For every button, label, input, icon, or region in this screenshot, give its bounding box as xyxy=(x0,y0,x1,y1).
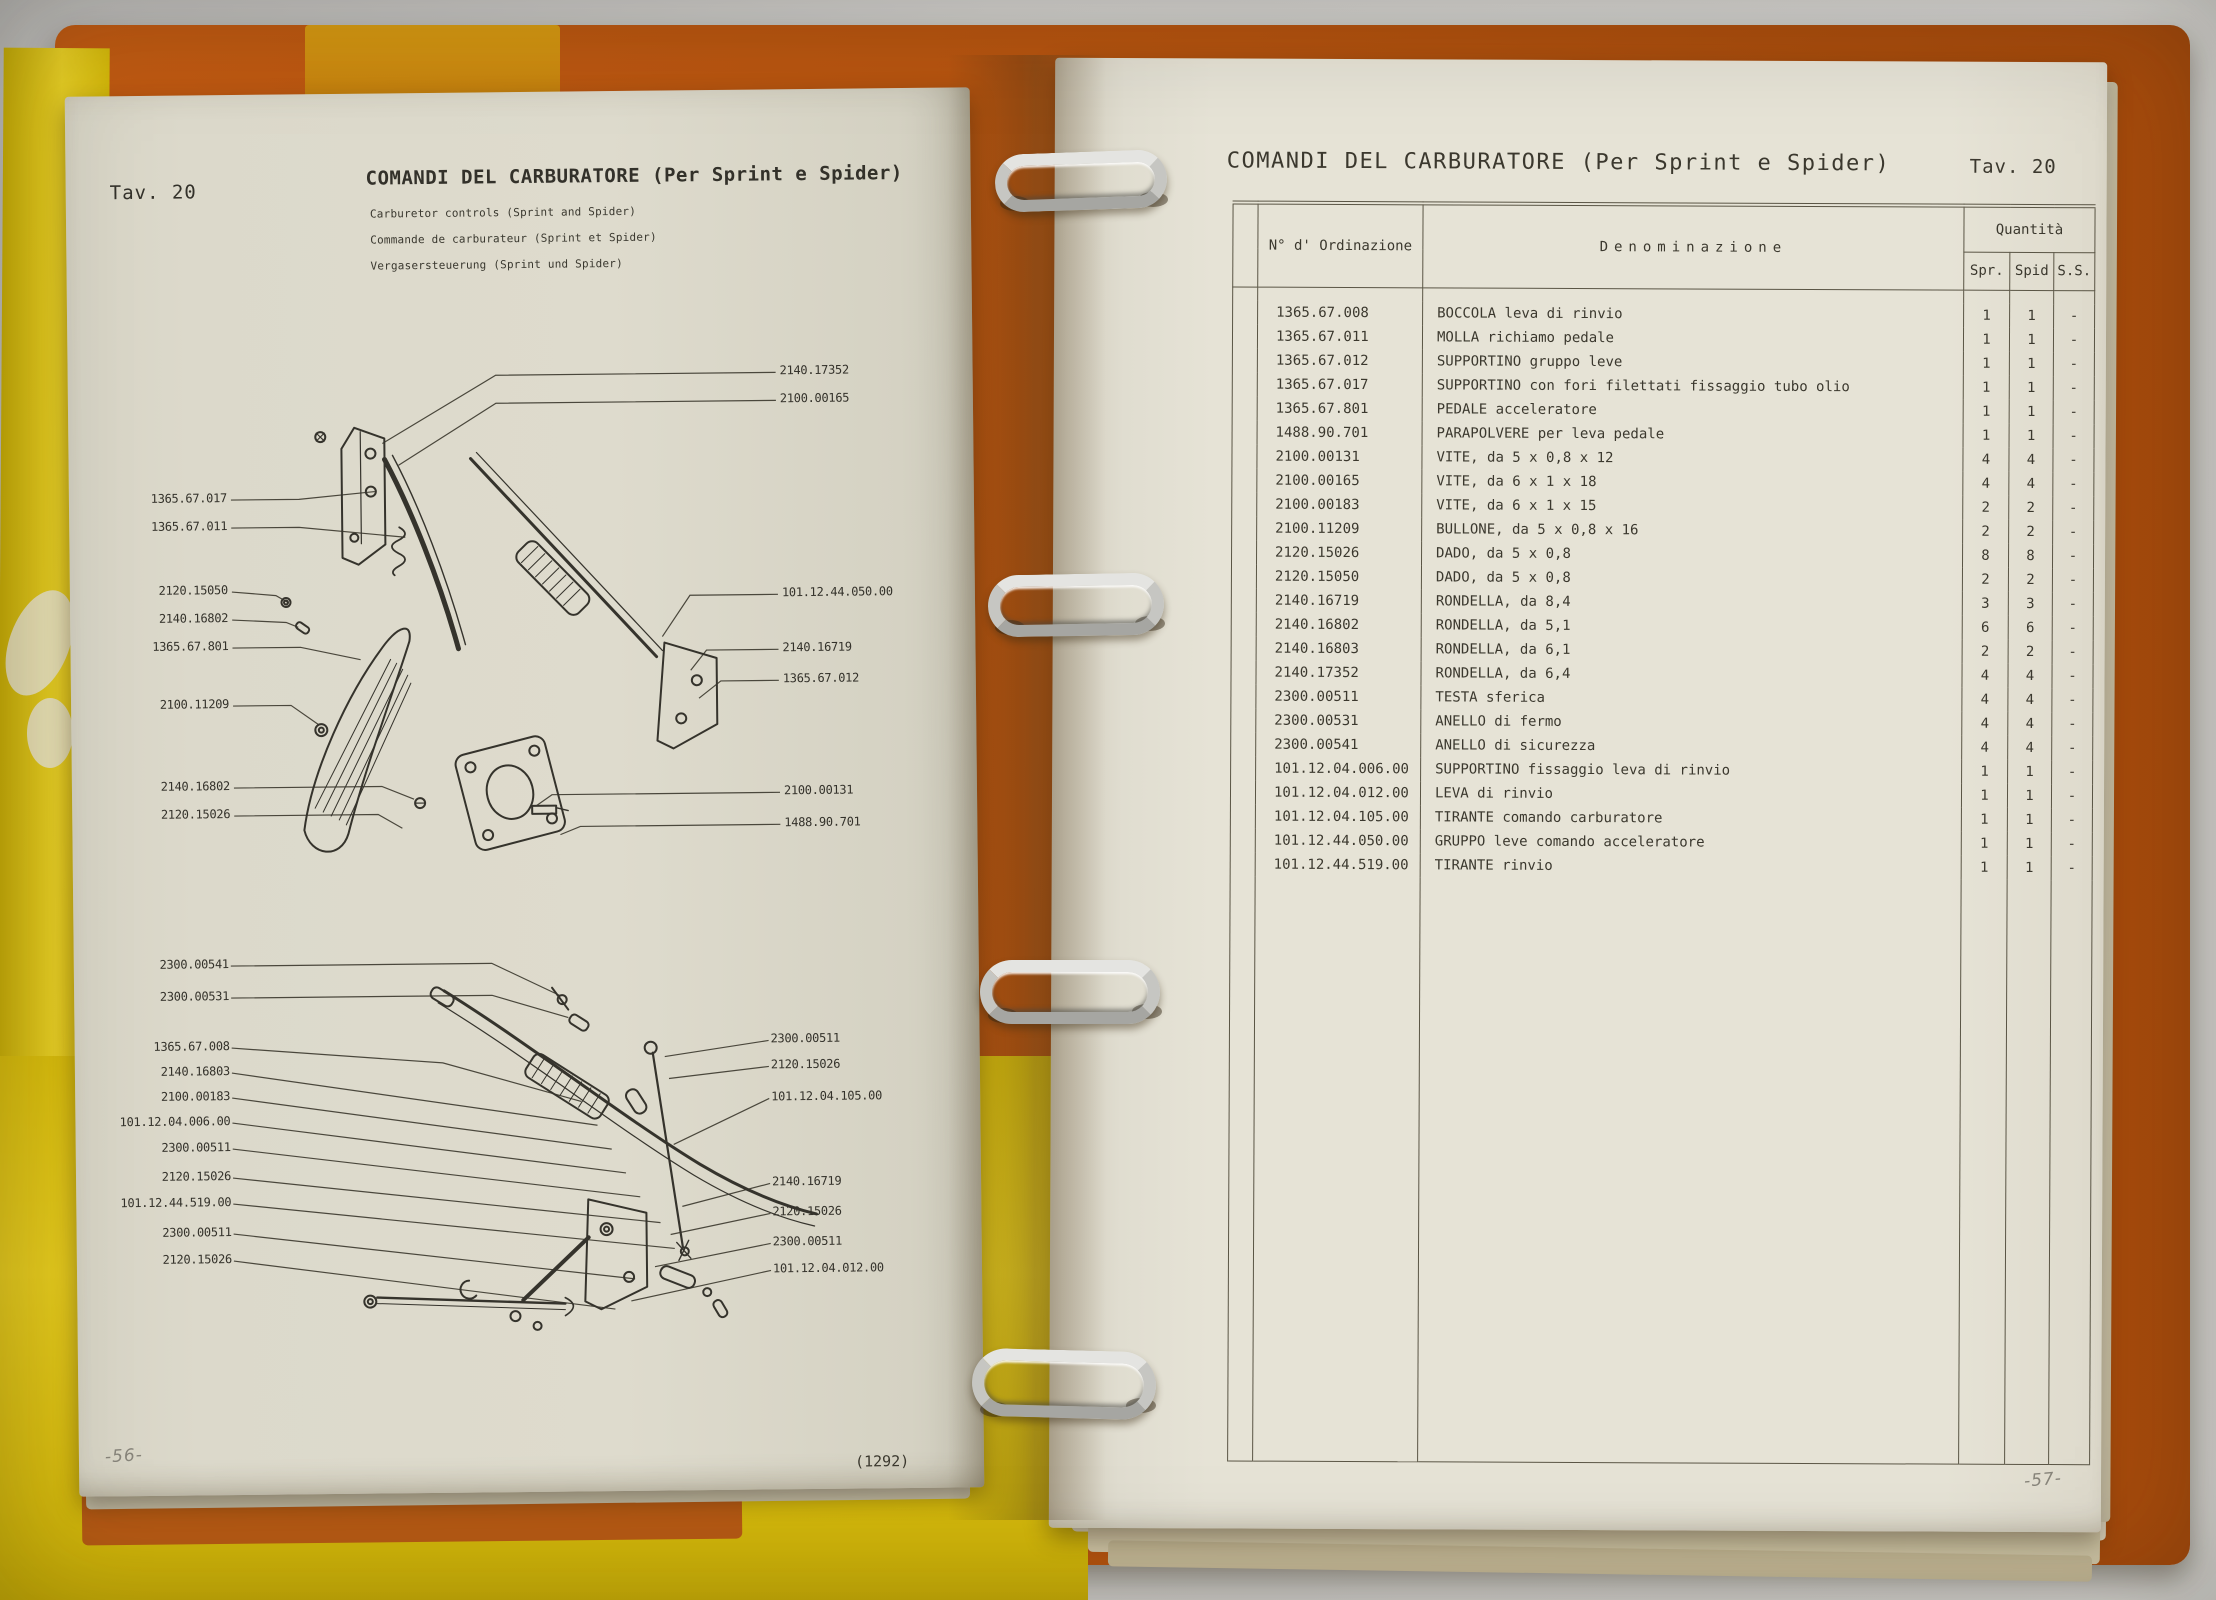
part-number-label: 1488.90.701 xyxy=(784,814,861,830)
folder-scuff-mark xyxy=(27,698,73,768)
cell-qty-sprint: 4 xyxy=(1963,472,2009,496)
cell-qty-spider: 1 xyxy=(2009,352,2053,376)
cell-qty-spider: 2 xyxy=(2008,568,2052,592)
cell-denomination: PEDALE acceleratore xyxy=(1422,397,1963,423)
part-number-label: 2100.00131 xyxy=(783,782,854,798)
cell-order-number: 2100.00165 xyxy=(1257,469,1422,494)
part-number-label: 2120.15050 xyxy=(158,583,228,598)
cell-gutter xyxy=(1232,516,1257,540)
cell-denomination: TIRANTE rinvio xyxy=(1420,853,1961,879)
cell-qty-spider: 8 xyxy=(2008,544,2052,568)
cell-order-number: 101.12.44.519.00 xyxy=(1255,853,1420,878)
page-number: -56- xyxy=(104,1445,144,1468)
cell-qty-spider: 4 xyxy=(2008,688,2052,712)
cell-qty-spider: 2 xyxy=(2008,640,2052,664)
cell-denomination: SUPPORTINO con fori filettati fissaggio tubo olio xyxy=(1422,373,1963,399)
header-qty-sprint: Spr. xyxy=(1964,252,2010,290)
cell-order-number: 2120.15026 xyxy=(1257,541,1422,566)
cell-qty-spider: 4 xyxy=(2009,472,2053,496)
cell-qty-sprint: 4 xyxy=(1962,664,2008,688)
plate-label: Tav. 20 xyxy=(109,181,197,205)
cell-denomination: MOLLA richiamo pedale xyxy=(1422,325,1963,351)
cell-qty-ss: - xyxy=(2053,352,2094,376)
part-number-label: 2100.00165 xyxy=(779,390,850,406)
part-number-label: 2140.16719 xyxy=(782,639,852,655)
cell-order-number: 2300.00541 xyxy=(1256,733,1421,758)
lower-diagram-drawing xyxy=(112,946,957,1455)
cell-gutter xyxy=(1232,420,1257,444)
cell-denomination: DADO, da 5 x 0,8 xyxy=(1422,541,1963,567)
page-title: COMANDI DEL CARBURATORE (Per Sprint e Spider) xyxy=(1226,148,1891,177)
part-number-label: 2140.16802 xyxy=(160,779,230,794)
cell-gutter xyxy=(1231,612,1256,636)
cell-gutter xyxy=(1231,636,1256,660)
part-number-label: 2120.15026 xyxy=(772,1203,842,1219)
cell-denomination: RONDELLA, da 5,1 xyxy=(1421,613,1962,639)
cell-qty-spider: 6 xyxy=(2008,616,2052,640)
cell-denomination: SUPPORTINO gruppo leve xyxy=(1422,349,1963,375)
upper-parts-diagram xyxy=(147,336,913,904)
page-title: COMANDI DEL CARBURATORE (Per Sprint e Spider) xyxy=(365,162,903,190)
part-number-label: 2300.00511 xyxy=(772,1233,843,1249)
left-page xyxy=(65,87,985,1496)
cell-order-number: 2140.16719 xyxy=(1256,589,1421,614)
cell-qty-sprint: 1 xyxy=(1961,856,2007,880)
cell-qty-ss: - xyxy=(2052,760,2093,784)
header-quantity: Quantità xyxy=(1964,206,2095,253)
header-qty-spider: Spid xyxy=(2010,252,2054,290)
part-number-label: 1365.67.012 xyxy=(782,670,860,686)
cell-denomination: ANELLO di sicurezza xyxy=(1421,733,1962,759)
cell-qty-ss: - xyxy=(2053,328,2094,352)
part-number-label: 101.12.04.006.00 xyxy=(119,1114,231,1130)
cell-qty-ss: - xyxy=(2053,448,2094,472)
cell-qty-spider: 1 xyxy=(2007,856,2051,880)
cell-denomination: GRUPPO leve comando acceleratore xyxy=(1420,829,1961,855)
header-denomination: Denominazione xyxy=(1423,203,1964,289)
plate-label: Tav. 20 xyxy=(1969,155,2057,179)
part-number-label: 2120.15026 xyxy=(770,1056,841,1072)
part-number-label: 1365.67.801 xyxy=(152,639,229,654)
binder-ring xyxy=(987,572,1164,637)
cell-gutter xyxy=(1230,828,1255,852)
cell-gutter xyxy=(1230,852,1255,876)
cell-gutter xyxy=(1232,444,1257,468)
cell-gutter xyxy=(1232,468,1257,492)
part-number-label: 2100.11209 xyxy=(159,697,230,712)
cell-order-number: 1365.67.008 xyxy=(1258,301,1423,326)
cell-qty-ss: - xyxy=(2053,496,2094,520)
cell-order-number: 1365.67.801 xyxy=(1257,397,1422,422)
cell-denomination: VITE, da 6 x 1 x 15 xyxy=(1422,493,1963,519)
cell-denomination: VITE, da 5 x 0,8 x 12 xyxy=(1422,445,1963,471)
cell-qty-spider: 4 xyxy=(2009,448,2053,472)
cell-qty-spider: 1 xyxy=(2008,760,2052,784)
binder-ring xyxy=(994,149,1168,213)
cell-denomination: RONDELLA, da 6,1 xyxy=(1421,637,1962,663)
table-filler-row xyxy=(1228,876,2093,1464)
cell-gutter xyxy=(1232,348,1257,372)
part-number-label: 2100.00183 xyxy=(160,1089,231,1104)
cell-qty-ss: - xyxy=(2052,616,2093,640)
cell-qty-ss: - xyxy=(2053,376,2094,400)
cell-qty-ss: - xyxy=(2051,832,2092,856)
right-page xyxy=(1049,58,2107,1533)
cell-order-number: 2100.00131 xyxy=(1257,445,1422,470)
cell-qty-ss: - xyxy=(2051,856,2092,880)
cell-denomination: TESTA sferica xyxy=(1421,685,1962,711)
part-number-label: 2120.15026 xyxy=(160,807,231,822)
header-order-number: N° d' Ordinazione xyxy=(1258,203,1423,288)
cell-qty-sprint: 1 xyxy=(1964,304,2010,328)
cell-order-number: 101.12.04.012.00 xyxy=(1255,781,1420,806)
cell-order-number: 101.12.04.006.00 xyxy=(1256,757,1421,782)
cell-qty-sprint: 2 xyxy=(1962,568,2008,592)
footer-code: (1292) xyxy=(854,1452,910,1471)
cell-qty-sprint: 1 xyxy=(1961,832,2007,856)
subtitle-english: Carburetor controls (Sprint and Spider) xyxy=(369,204,637,221)
cell-qty-spider: 2 xyxy=(2009,496,2053,520)
cell-qty-sprint: 1 xyxy=(1961,784,2007,808)
part-number-label: 2120.15026 xyxy=(162,1252,232,1267)
cell-qty-spider: 4 xyxy=(2008,712,2052,736)
table-header xyxy=(1233,202,2095,290)
part-number-label: 2300.00511 xyxy=(162,1225,232,1240)
cell-gutter xyxy=(1232,324,1257,348)
cell-gutter xyxy=(1231,756,1256,780)
cell-qty-sprint: 1 xyxy=(1963,352,2009,376)
subtitle-german: Vergasersteuerung (Sprint und Spider) xyxy=(370,256,623,273)
cell-gutter xyxy=(1233,300,1258,324)
cell-qty-sprint: 4 xyxy=(1962,688,2008,712)
page-number: -57- xyxy=(2023,1468,2063,1492)
cell-qty-ss: - xyxy=(2054,304,2095,328)
cell-qty-ss: - xyxy=(2053,400,2094,424)
cell-qty-spider: 1 xyxy=(2007,832,2051,856)
part-number-label: 1365.67.011 xyxy=(150,519,228,534)
cell-qty-ss: - xyxy=(2052,688,2093,712)
cell-gutter xyxy=(1231,732,1256,756)
cell-gutter xyxy=(1232,540,1257,564)
cell-qty-spider: 1 xyxy=(2010,304,2054,328)
cell-gutter xyxy=(1232,372,1257,396)
part-number-label: 2300.00541 xyxy=(159,957,229,972)
cell-qty-spider: 1 xyxy=(2009,328,2053,352)
cell-order-number: 2300.00511 xyxy=(1256,685,1421,710)
cell-qty-sprint: 4 xyxy=(1962,712,2008,736)
part-number-label: 2300.00511 xyxy=(161,1140,231,1155)
cell-qty-spider: 1 xyxy=(2009,376,2053,400)
cell-qty-ss: - xyxy=(2052,544,2093,568)
cell-denomination: SUPPORTINO fissaggio leva di rinvio xyxy=(1421,757,1962,783)
cell-qty-ss: - xyxy=(2052,592,2093,616)
part-number-label: 2140.16803 xyxy=(160,1064,230,1079)
cell-denomination: TIRANTE comando carburatore xyxy=(1420,805,1961,831)
cell-qty-ss: - xyxy=(2052,568,2093,592)
cell-qty-sprint: 1 xyxy=(1961,808,2007,832)
cell-qty-sprint: 4 xyxy=(1963,448,2009,472)
cell-qty-sprint: 2 xyxy=(1962,640,2008,664)
cell-gutter xyxy=(1232,492,1257,516)
cell-gutter xyxy=(1230,780,1255,804)
cell-qty-sprint: 1 xyxy=(1963,376,2009,400)
cell-gutter xyxy=(1230,804,1255,828)
cell-gutter xyxy=(1231,708,1256,732)
cell-qty-ss: - xyxy=(2053,472,2094,496)
cell-denomination: RONDELLA, da 6,4 xyxy=(1421,661,1962,687)
cell-order-number: 2100.00183 xyxy=(1257,493,1422,518)
cell-denomination: RONDELLA, da 8,4 xyxy=(1421,589,1962,615)
cell-qty-ss: - xyxy=(2052,640,2093,664)
cell-qty-ss: - xyxy=(2052,664,2093,688)
leader-lines xyxy=(231,960,772,1313)
cell-qty-sprint: 2 xyxy=(1963,520,2009,544)
cell-qty-sprint: 1 xyxy=(1963,328,2009,352)
cell-order-number: 1488.90.701 xyxy=(1257,421,1422,446)
cell-qty-sprint: 1 xyxy=(1963,424,2009,448)
cell-denomination: ANELLO di fermo xyxy=(1421,709,1962,735)
cell-qty-ss: - xyxy=(2053,520,2094,544)
cell-qty-sprint: 2 xyxy=(1963,496,2009,520)
cell-qty-sprint: 1 xyxy=(1963,400,2009,424)
cell-order-number: 1365.67.011 xyxy=(1257,325,1422,350)
part-number-label: 2300.00511 xyxy=(770,1030,840,1046)
binder-ring xyxy=(971,1348,1157,1421)
cell-qty-sprint: 1 xyxy=(1962,760,2008,784)
title-translations xyxy=(370,199,657,280)
part-number-label: 2300.00531 xyxy=(159,989,230,1004)
cell-qty-spider: 3 xyxy=(2008,592,2052,616)
header-gutter-cell xyxy=(1233,202,1258,286)
cell-qty-sprint: 3 xyxy=(1962,592,2008,616)
cell-qty-spider: 4 xyxy=(2008,664,2052,688)
parts-table-body xyxy=(1228,286,2095,1464)
cell-gutter xyxy=(1232,396,1257,420)
header-qty-ss: S.S. xyxy=(2054,252,2095,290)
cell-qty-ss: - xyxy=(2051,808,2092,832)
cell-gutter xyxy=(1231,660,1256,684)
cell-qty-spider: 1 xyxy=(2007,808,2051,832)
linkage-assembly-drawing xyxy=(361,982,818,1332)
cell-order-number: 2140.16803 xyxy=(1256,637,1421,662)
cell-gutter xyxy=(1231,564,1256,588)
cell-order-number: 101.12.04.105.00 xyxy=(1255,805,1420,830)
cell-order-number: 2100.11209 xyxy=(1257,517,1422,542)
cell-order-number: 2300.00531 xyxy=(1256,709,1421,734)
cell-qty-spider: 4 xyxy=(2008,736,2052,760)
cell-qty-spider: 1 xyxy=(2009,424,2053,448)
part-number-label: 1365.67.008 xyxy=(153,1039,230,1054)
cell-denomination: VITE, da 6 x 1 x 18 xyxy=(1422,469,1963,495)
part-number-label: 2120.15026 xyxy=(161,1169,232,1184)
subtitle-french: Commande de carburateur (Sprint et Spider) xyxy=(370,230,657,247)
cell-order-number: 1365.67.017 xyxy=(1257,373,1422,398)
cell-qty-ss: - xyxy=(2052,736,2093,760)
table-row xyxy=(1232,420,2094,448)
cell-qty-ss: - xyxy=(2051,784,2092,808)
part-number-label: 2140.17352 xyxy=(779,362,849,378)
cell-denomination: BULLONE, da 5 x 0,8 x 16 xyxy=(1422,517,1963,543)
table-row xyxy=(1230,852,2092,880)
cell-order-number: 1365.67.012 xyxy=(1257,349,1422,374)
cell-gutter xyxy=(1231,684,1256,708)
part-number-label: 2140.16802 xyxy=(158,611,229,626)
part-number-label: 1365.67.017 xyxy=(150,491,227,506)
cell-order-number: 2120.15050 xyxy=(1256,565,1421,590)
leader-lines xyxy=(230,372,781,838)
cell-qty-spider: 2 xyxy=(2009,520,2053,544)
cell-qty-sprint: 6 xyxy=(1962,616,2008,640)
binder-ring xyxy=(980,960,1160,1024)
part-number-label: 2140.16719 xyxy=(772,1173,842,1189)
cell-order-number: 2140.17352 xyxy=(1256,661,1421,686)
cell-gutter xyxy=(1231,588,1256,612)
lower-parts-diagram xyxy=(112,946,957,1455)
cell-order-number: 101.12.44.050.00 xyxy=(1255,829,1420,854)
cell-denomination: PARAPOLVERE per leva pedale xyxy=(1422,421,1963,447)
part-number-label: 101.12.04.012.00 xyxy=(772,1260,884,1276)
cell-qty-ss: - xyxy=(2053,424,2094,448)
cell-denomination: DADO, da 5 x 0,8 xyxy=(1421,565,1962,591)
cell-qty-spider: 1 xyxy=(2007,784,2051,808)
part-number-label: 101.12.44.519.00 xyxy=(120,1195,232,1211)
cell-qty-sprint: 4 xyxy=(1962,736,2008,760)
part-number-label: 101.12.44.050.00 xyxy=(781,584,893,600)
cell-qty-ss: - xyxy=(2052,712,2093,736)
pedal-assembly-drawing xyxy=(280,424,719,854)
cell-order-number: 2140.16802 xyxy=(1256,613,1421,638)
cell-qty-spider: 1 xyxy=(2009,400,2053,424)
parts-table xyxy=(1227,200,2095,1464)
cell-denomination: BOCCOLA leva di rinvio xyxy=(1423,301,1964,327)
cell-qty-sprint: 8 xyxy=(1962,544,2008,568)
part-number-label: 101.12.04.105.00 xyxy=(771,1088,883,1104)
cell-denomination: LEVA di rinvio xyxy=(1420,781,1961,807)
